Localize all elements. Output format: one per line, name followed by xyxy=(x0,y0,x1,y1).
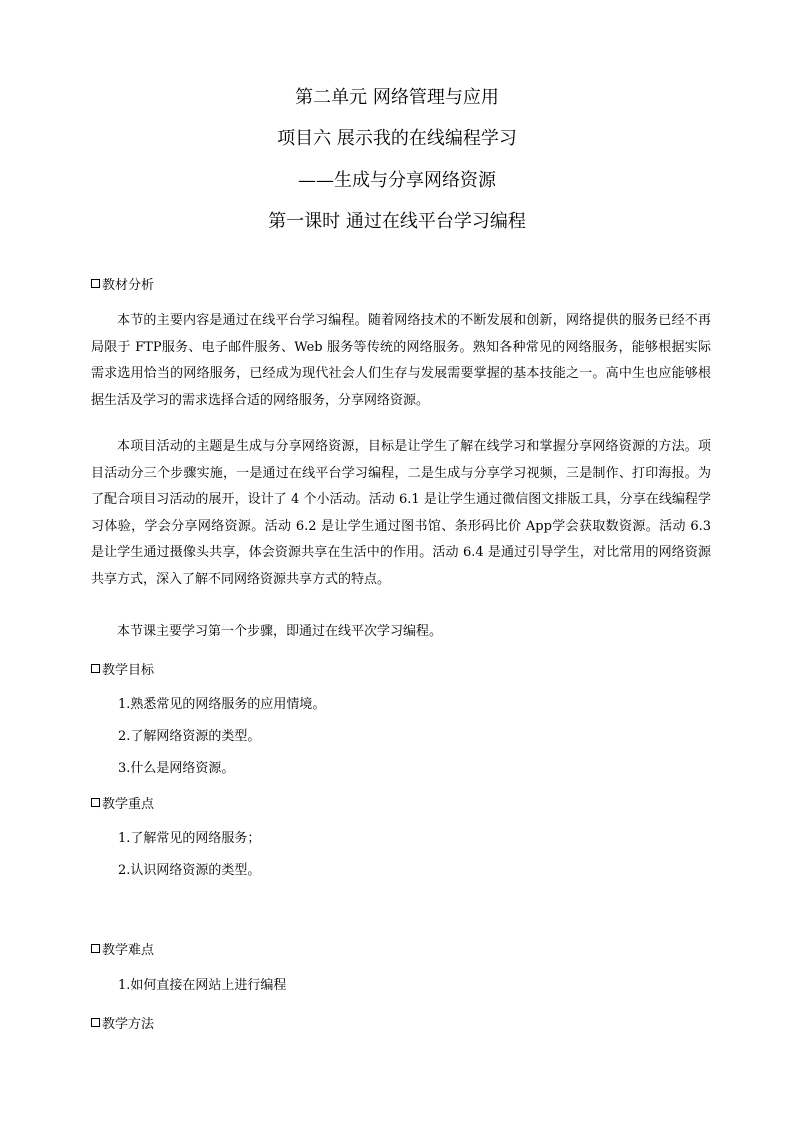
checkbox-square-icon xyxy=(91,1018,100,1027)
section-heading-label: 教学难点 xyxy=(102,943,155,958)
section-heading-objectives xyxy=(91,662,154,680)
difficulty-item-1: 1.如何直接在网站上进行编程 xyxy=(118,978,287,993)
section-heading-label: 教学目标 xyxy=(102,663,155,678)
section-heading-methods xyxy=(91,1016,154,1034)
checkbox-square-icon xyxy=(91,279,100,288)
section-heading-analysis xyxy=(91,277,154,295)
section-heading-difficulties xyxy=(91,942,154,960)
subtitle: ——生成与分享网络资源 xyxy=(298,170,496,191)
unit-title: 第二单元 网络管理与应用 xyxy=(295,87,499,108)
checkbox-square-icon xyxy=(91,664,100,673)
section-heading-label: 教材分析 xyxy=(102,278,155,293)
section-heading-label: 教学方法 xyxy=(102,1017,155,1032)
key-point-item-1: 1.了解常见的网络服务； xyxy=(118,831,261,846)
section-heading-label: 教学重点 xyxy=(102,797,155,812)
checkbox-square-icon xyxy=(91,944,100,953)
analysis-paragraph-1: 本节的主要内容是通过在线平台学习编程。随着网络技术的不断发展和创新，网络提供的服务已经不再局限于 FTP服务、电子邮件服务、Web 服务等传统的网络服务。熟知各种常见的网络服务，能够根据实际需求选用恰当的网络服务，已经成为现代社会人们生存与发展需要掌握的基本技能之一。高中生也应能够根据生活及学习的需求选择合适的网络服务，分享网络资源。 xyxy=(91,313,711,408)
objective-item-3: 3.什么是网络资源。 xyxy=(118,761,235,776)
project-title: 项目六 展示我的在线编程学习 xyxy=(277,128,517,149)
analysis-paragraph-2: 本项目活动的主题是生成与分享网络资源，目标是让学生了解在线学习和掌握分享网络资源的方法。项目活动分三个步骤实施，一是通过在线平台学习编程，二是生成与分享学习视频，三是制作、打印海报。为了配合项目习活动的展开，设计了 4 个小活动。活动 6.1 是让学生通过微信图文排版工具，分享在线编程学习体验，学会分享网络资源。活动 6.2 是让学生通过图书馆、条形码比价 App学会获取数资源。活动 6.3 是让学生通过摄像头共享，体会资源共享在生活中的作用。活动 6.4 是通过引导学生，对比常用的网络资源共享方式，深入了解不同网络资源共享方式的特点。 xyxy=(91,439,711,587)
key-point-item-2: 2.认识网络资源的类型。 xyxy=(118,863,261,878)
checkbox-square-icon xyxy=(91,798,100,807)
section-heading-key-points xyxy=(91,796,154,814)
objective-item-1: 1.熟悉常见的网络服务的应用情境。 xyxy=(118,697,326,712)
objective-item-2: 2.了解网络资源的类型。 xyxy=(118,729,261,744)
lesson-title: 第一课时 通过在线平台学习编程 xyxy=(268,211,526,232)
analysis-paragraph-3: 本节课主要学习第一个步骤，即通过在线平次学习编程。 xyxy=(117,624,443,639)
